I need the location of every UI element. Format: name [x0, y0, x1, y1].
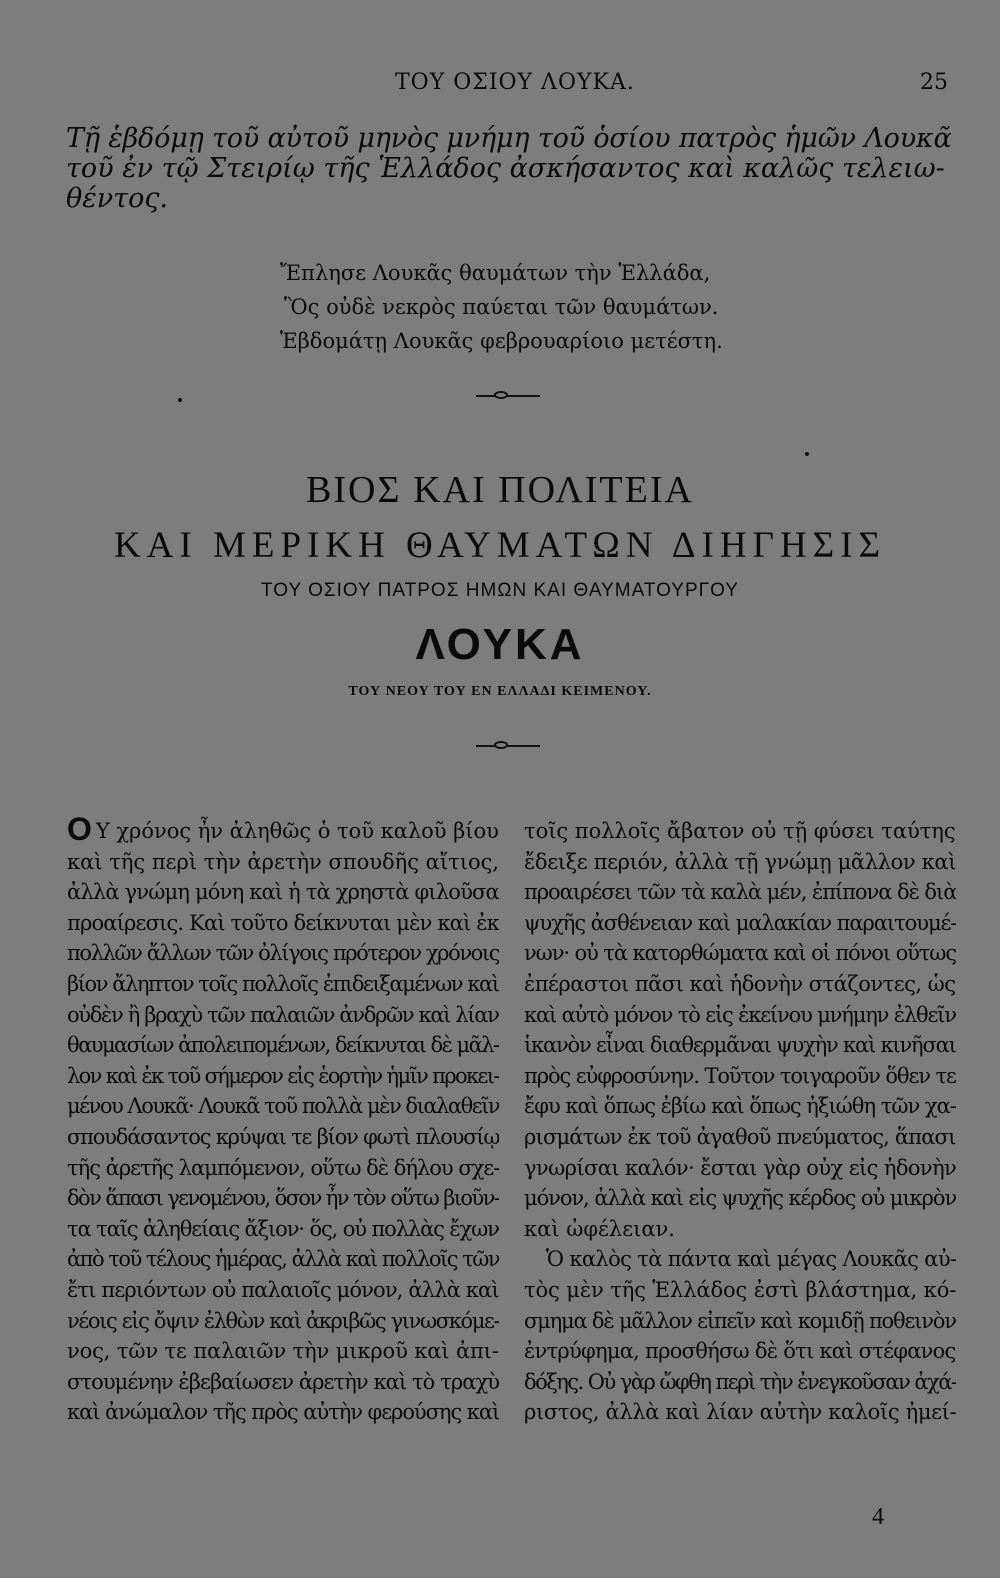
text-line: ριστος, ἀλλὰ καὶ λίαν αὐτὴν καλοῖς ἠμεί- — [524, 1400, 956, 1425]
text-line: προαιρέσει τῶν τὰ καλὰ μέν, ἐπίπονα δὲ διὰ — [524, 880, 956, 905]
text-line: ἱκανὸν εἶναι διαθερμᾶναι ψυχὴν καὶ κινῆσαι — [524, 1033, 956, 1058]
text-line: σμημα δὲ μᾶλλον εἰπεῖν καὶ κομιδῇ ποθεινὸν — [524, 1308, 956, 1333]
text-line: πολλῶν ἄλλων τῶν ὀλίγοις πρότερον χρόνοις — [67, 941, 499, 966]
text-line: τὸς μὲν τῆς Ἑλλάδος ἐστὶ βλάστημα, κό- — [524, 1277, 956, 1302]
text-line: στουμένην ἐβεβαίωσεν ἀρετὴν καὶ τὸ τραχὺ — [67, 1369, 499, 1394]
running-head — [0, 70, 1000, 104]
text-line: Ὁ καλὸς τὰ πάντα καὶ μέγας Λουκᾶς αὐ- — [546, 1247, 956, 1272]
text-line: λον καὶ ἐκ τοῦ σήμερον εἰς ἑορτὴν ἡμῖν προκει- — [67, 1063, 499, 1088]
title-line-5: ΤΟΥ ΝΕΟΥ ΤΟΥ ΕΝ ΕΛΛΑΔΙ ΚΕΙΜΕΝΟΥ. — [348, 684, 652, 699]
title-line-3: ΤΟΥ ΟΣΙΟΥ ΠΑΤΡΟΣ ΗΜΩΝ ΚΑΙ ΘΑΥΜΑΤΟΥΡΓΟΥ — [261, 580, 739, 601]
text-line: ἔτι περιόντων οὐ παλαιοῖς μόνον, ἀλλὰ καὶ — [67, 1277, 499, 1302]
page-number: 25 — [920, 70, 948, 95]
text-line: θαυμασίων ἀπολειπομένων, δείκνυται δὲ μᾶλ- — [67, 1033, 499, 1058]
text-line: καὶ τῆς περὶ τὴν ἀρετὴν σπουδῆς αἴτιος, — [67, 849, 499, 874]
text-line — [67, 816, 499, 847]
text-line: καὶ ὠφέλειαν. — [524, 1216, 675, 1241]
signature-mark: 4 — [872, 1504, 884, 1530]
text-line: δόξης. Οὐ γὰρ ὤφθη περὶ τὴν ἐνεγκοῦσαν ἀχά- — [524, 1369, 956, 1394]
text-line: μόνον, ἀλλὰ καὶ εἰς ψυχῆς κέρδος οὐ μικρὸν — [524, 1186, 956, 1211]
text-line: προαίρεσις. Καὶ τοῦτο δείκνυται μὲν καὶ ἐκ — [67, 910, 499, 935]
commemoration-heading — [66, 124, 952, 214]
text-column-left — [67, 816, 499, 1428]
commemoration-line: Τῇ ἑβδόμῃ τοῦ αὐτοῦ μηνὸς μνήμη τοῦ ὁσίου πατρὸς ἡμῶν Λουκᾶ — [66, 123, 952, 154]
text-line: νος, τῶν τε παλαιῶν τὴν μικροῦ καὶ ἀπι- — [67, 1339, 499, 1364]
text-line: καὶ ἀνώμαλον τῆς πρὸς αὐτὴν φερούσης καὶ — [67, 1400, 499, 1425]
text-line: ἐπέραστοι πᾶσι καὶ ἡδονὴν στάζοντες, ὡς — [524, 971, 956, 996]
text-line: ἔδειξε περιόν, ἀλλὰ τῇ γνώμῃ μᾶλλον καὶ — [524, 849, 956, 874]
title-saint-name: ΛΟΥΚΑ — [415, 620, 585, 669]
running-head-title: ΤΟΥ ΟΣΙΟΥ ΛΟΥΚΑ. — [395, 70, 635, 95]
text-line: ἀλλὰ γνώμη μόνη καὶ ἡ τὰ χρηστὰ φιλοῦσα — [67, 880, 499, 905]
verses — [280, 256, 800, 358]
text-line: ἀπὸ τοῦ τέλους ἡμέρας, ἀλλὰ καὶ πολλοῖς τῶν — [67, 1247, 499, 1272]
text-line: νων· οὐ τὰ κατορθώματα καὶ οἱ πόνοι οὕτως — [524, 941, 956, 966]
title-line-2: ΚΑΙ ΜΕΡΙΚΗ ΘΑΥΜΑΤΩΝ ΔΙΗΓΗΣΙΣ — [113, 525, 887, 566]
ink-dot — [805, 452, 809, 456]
text-line: τῆς ἀρετῆς λαμπόμενον, οὕτω δὲ δήλου σχε- — [67, 1155, 499, 1180]
ink-dot — [178, 398, 182, 402]
text-column-right — [524, 816, 956, 1428]
ornament-divider-bottom — [476, 745, 540, 747]
text-line: ἔφυ καὶ ὅπως ἐβίω καὶ ὅπως ἠξιώθη τῶν χα- — [524, 1094, 956, 1119]
verse-line: Ἑβδομάτῃ Λουκᾶς φεβρουαρίοιο μετέστη. — [280, 329, 723, 353]
ornament-divider-top — [476, 395, 540, 397]
text-line: δὸν ἅπασι γενομένου, ὅσον ἦν τὸν οὕτω βιοῦν- — [67, 1186, 499, 1211]
ornament-knot — [494, 741, 508, 749]
text-line: νέοις εἰς ὄψιν ἐλθὼν καὶ ἀκριβῶς γινωσκόμε- — [67, 1308, 499, 1333]
text-line: γνωρίσαι καλόν· ἔσται γὰρ οὐχ εἰς ἡδονὴν — [524, 1155, 956, 1180]
text-line: τοῖς πολλοῖς ἄβατον οὐ τῇ φύσει ταύτης — [524, 819, 956, 843]
text-line: ρισμάτων ἐκ τοῦ ἀγαθοῦ πνεύματος, ἅπασι — [524, 1124, 956, 1149]
text-line: ἐντρύφημα, προσθήσω δὲ ὅτι καὶ στέφανος — [524, 1339, 956, 1364]
verse-line: Ὃς οὐδὲ νεκρὸς παύεται τῶν θαυμάτων. — [284, 295, 719, 319]
drop-cap: Ο — [67, 816, 92, 847]
text-line: σπουδάσαντος κρύψαι τε βίον φωτὶ πλουσίῳ — [67, 1124, 499, 1149]
ornament-knot — [494, 391, 508, 399]
text-line: βίον ἄληπτον τοῖς πολλοῖς ἐπιδειξαμένων καὶ — [67, 971, 499, 996]
text-line: οὐδὲν ἢ βραχὺ τῶν παλαιῶν ἀνδρῶν καὶ λίαν — [67, 1002, 499, 1027]
text-line: πρὸς εὐφροσύνην. Τοῦτον τοιγαροῦν ὅθεν τε — [524, 1063, 956, 1088]
verse-line: Ἔπλησε Λουκᾶς θαυμάτων τὴν Ἑλλάδα, — [280, 261, 711, 285]
text-line: μένου Λουκᾶ· Λουκᾶ τοῦ πολλὰ μὲν διαλαθεῖν — [67, 1094, 499, 1119]
text-line-content: Υ χρόνος ἦν ἀληθῶς ὁ τοῦ καλοῦ βίου — [95, 819, 499, 843]
text-line: τα ταῖς ἀληθείαις ἄξιον· ὅς, οὐ πολλὰς ἔχων — [67, 1216, 499, 1241]
text-line: ψυχῆς ἀσθένειαν καὶ μαλακίαν παραιτουμέ- — [524, 910, 956, 935]
commemoration-line: τοῦ ἐν τῷ Στειρίῳ τῆς Ἑλλάδος ἀσκήσαντος καὶ καλῶς τελειω- — [66, 153, 945, 184]
commemoration-line: θέντος. — [66, 183, 169, 214]
title-line-1: ΒΙΟΣ ΚΑΙ ΠΟΛΙΤΕΙΑ — [306, 469, 694, 511]
text-line: καὶ αὐτὸ μόνον τὸ εἰς ἐκείνου μνήμην ἐλθεῖν — [524, 1002, 956, 1027]
